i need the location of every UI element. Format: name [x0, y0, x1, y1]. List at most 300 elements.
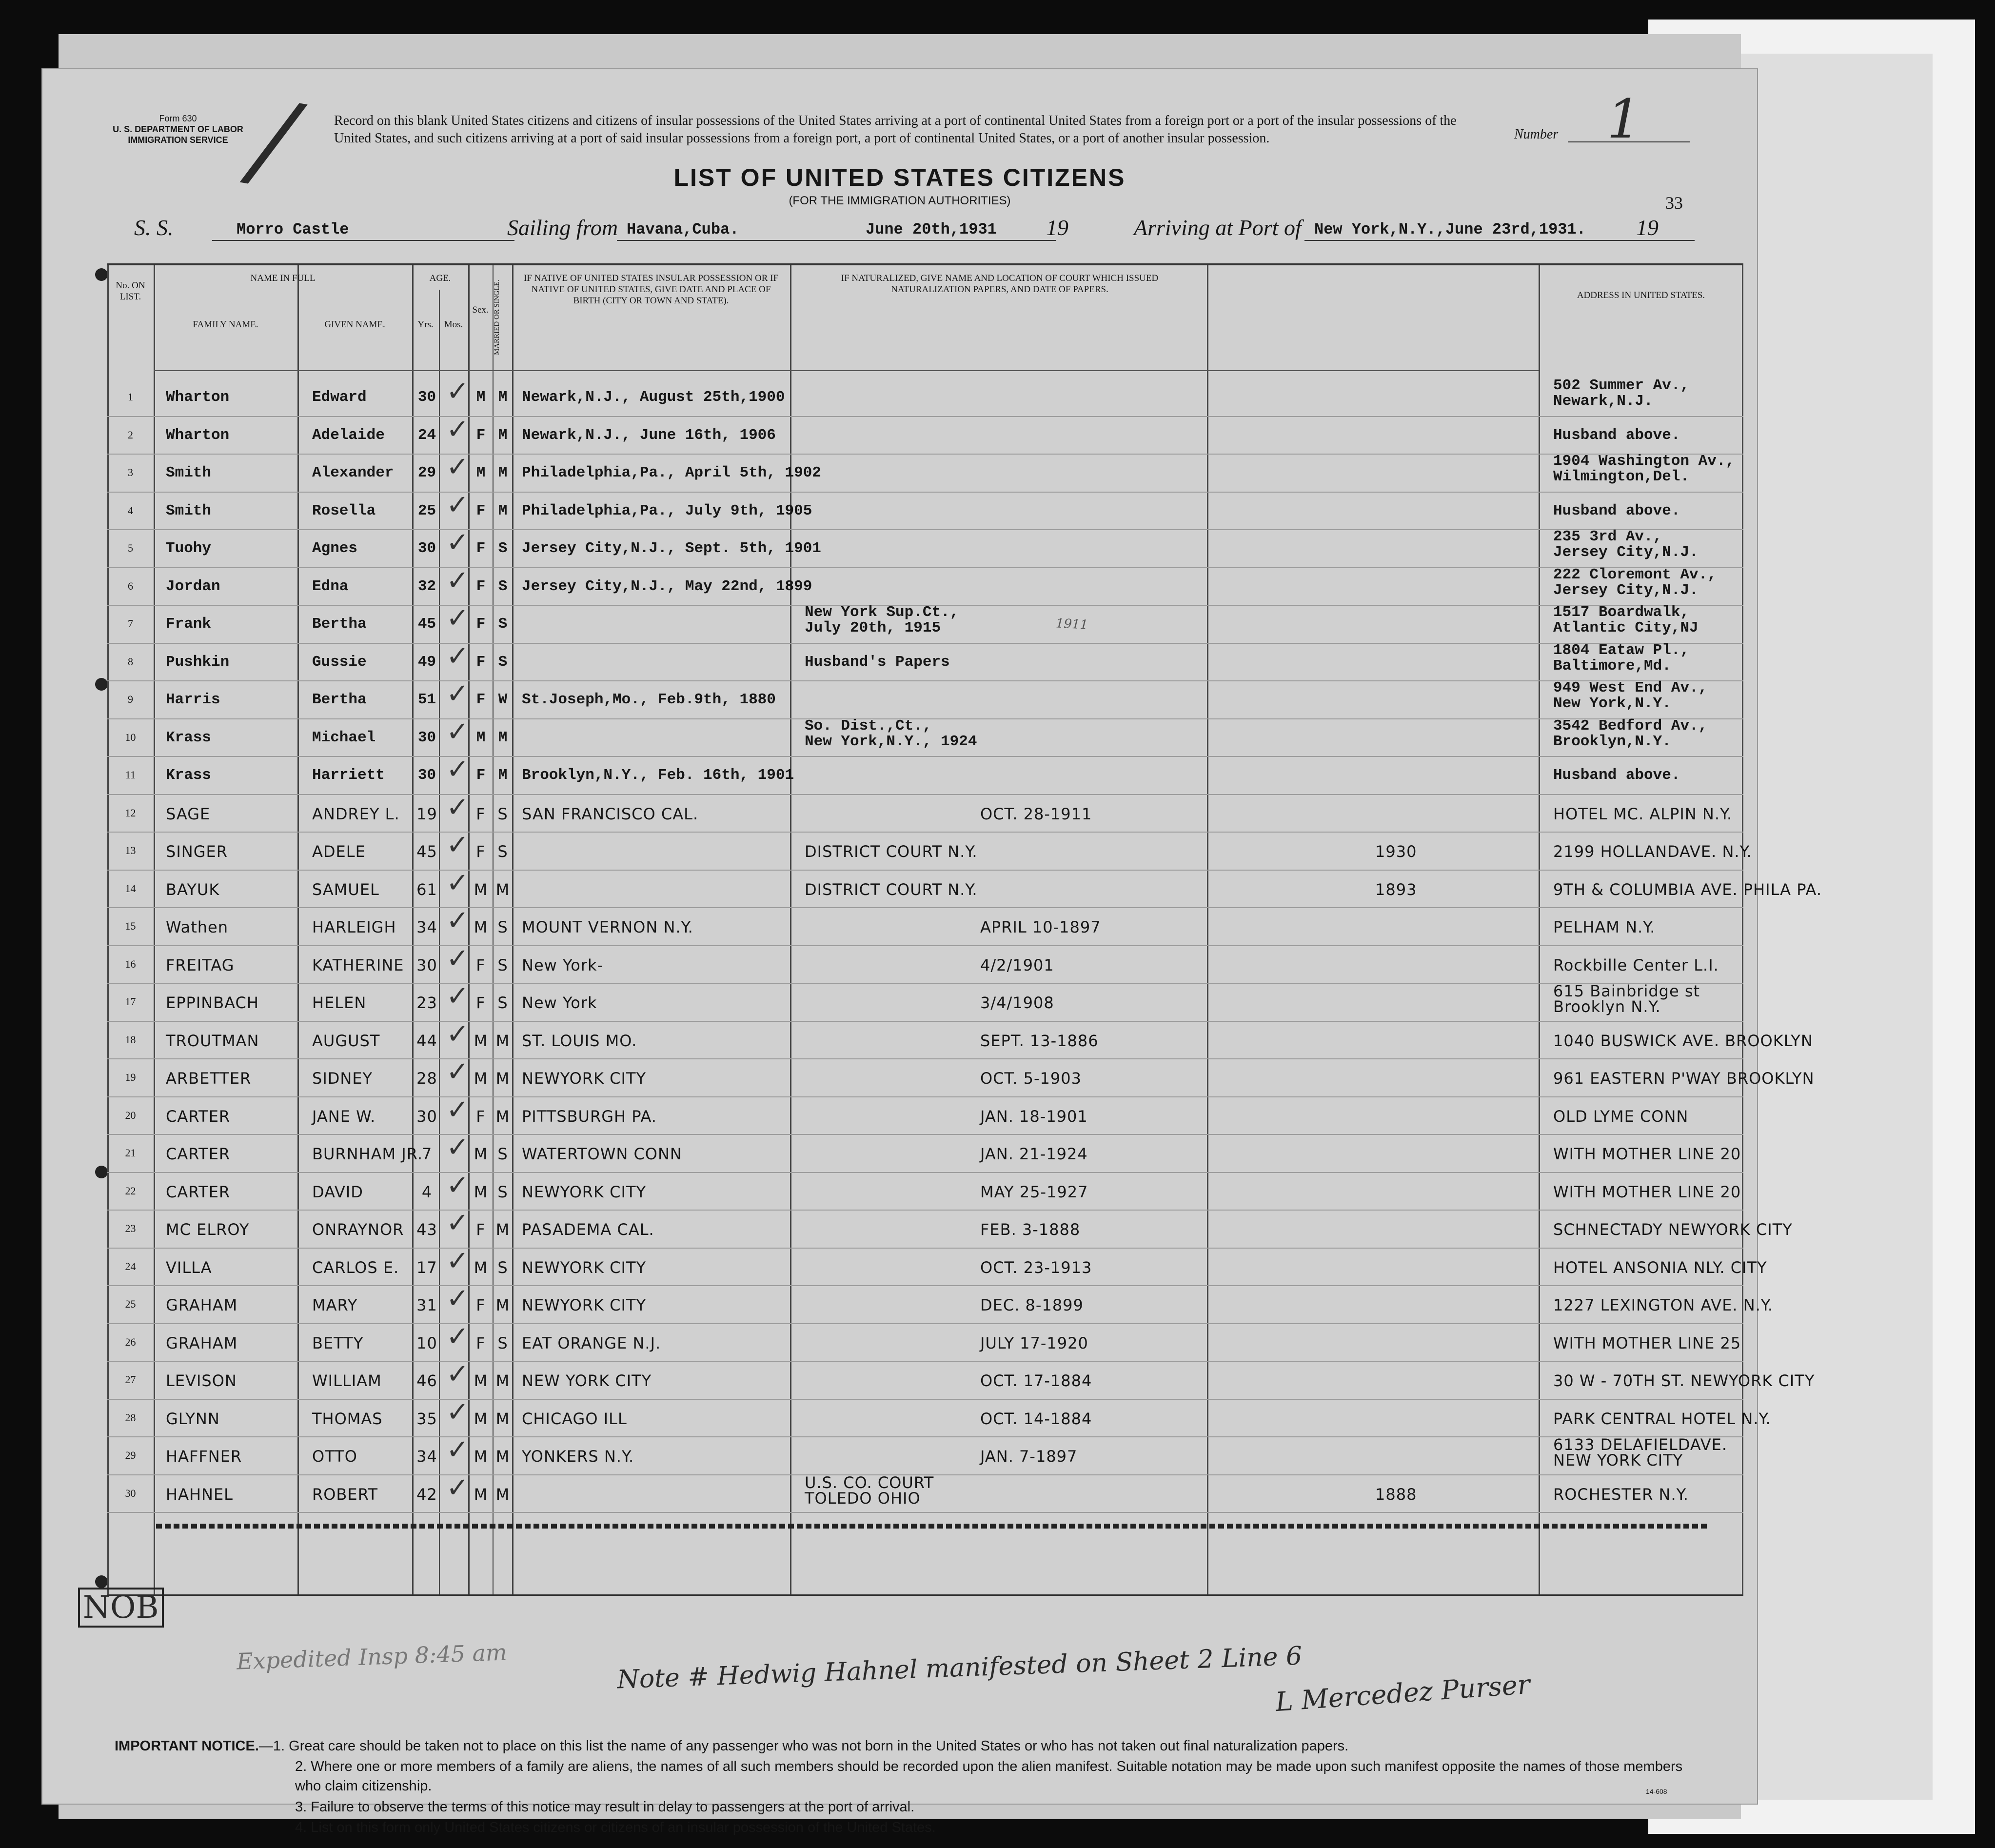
sex: F — [476, 1220, 486, 1239]
age-years: 7 — [421, 1145, 433, 1163]
marital-status: S — [497, 994, 508, 1012]
age-years: 30 — [417, 767, 436, 784]
row-rule — [107, 870, 1743, 871]
address-line-1: HOTEL MC. ALPIN N.Y. — [1553, 804, 1733, 823]
row-number: 28 — [125, 1411, 136, 1424]
given-name: JANE W. — [312, 1107, 376, 1126]
row-number: 25 — [125, 1298, 136, 1310]
notice-line-1: IMPORTANT NOTICE.—1. Great care should be taken not to place on this list the name of any passenger who was not born in the United States or who has not taken out final naturalization papers. — [115, 1738, 1349, 1754]
age-years: 43 — [416, 1220, 437, 1239]
address-line-1: WITH MOTHER LINE 25 — [1553, 1333, 1741, 1352]
table-row — [107, 829, 1752, 872]
marital-status: M — [495, 1220, 510, 1239]
row-number: 1 — [128, 391, 133, 403]
punch-hole — [95, 678, 108, 691]
naturalization-detail: TOLEDO OHIO — [805, 1489, 921, 1508]
address-line-1: SCHNECTADY NEWYORK CITY — [1553, 1220, 1793, 1239]
naturalization-detail: New York,N.Y., 1924 — [805, 733, 977, 750]
sex: M — [474, 1409, 488, 1428]
family-name: MC ELROY — [166, 1220, 250, 1239]
row-rule — [107, 416, 1743, 417]
col-family-name: FAMILY NAME. — [193, 319, 258, 330]
table-row — [107, 715, 1743, 758]
given-name: Harriett — [312, 767, 385, 784]
address-line-1: Rockbille Center L.I. — [1553, 955, 1719, 974]
birth-place: Newark,N.J., August 25th,1900 — [522, 389, 785, 406]
sex: F — [476, 804, 486, 823]
arriving-port: New York,N.Y.,June 23rd,1931. — [1314, 220, 1586, 238]
row-number: 12 — [125, 806, 136, 819]
check-mark-icon: ✓ — [446, 791, 469, 822]
age-years: 28 — [416, 1069, 437, 1088]
row-number: 13 — [125, 844, 136, 856]
sex: F — [476, 691, 486, 708]
given-name: Edward — [312, 389, 367, 406]
birth-date: OCT. 5-1903 — [980, 1069, 1082, 1088]
address-line-1: 949 West End Av., — [1553, 679, 1708, 696]
age-years: 24 — [417, 426, 436, 444]
table-row — [107, 678, 1743, 720]
age-years: 30 — [417, 389, 436, 406]
marital-status: S — [498, 577, 508, 595]
birth-place: PASADEMA CAL. — [522, 1220, 654, 1239]
address-line-1: 1040 BUSWICK AVE. BROOKLYN — [1553, 1031, 1813, 1050]
given-name: ONRAYNOR — [312, 1220, 404, 1239]
address-line-1: 1904 Washington Av., — [1553, 453, 1735, 470]
birth-place: NEWYORK CITY — [522, 1069, 647, 1088]
check-mark-icon: ✓ — [446, 942, 469, 974]
row-rule — [107, 794, 1743, 795]
marital-status: S — [497, 1333, 508, 1352]
nob-mark: NOB — [78, 1588, 164, 1628]
table-row — [107, 1169, 1743, 1212]
given-name: ADELE — [312, 842, 366, 861]
birth-place: Philadelphia,Pa., April 5th, 1902 — [522, 464, 821, 481]
row-rule — [107, 1096, 1743, 1097]
family-name: GLYNN — [166, 1409, 220, 1428]
birth-place: Newark,N.J., June 16th, 1906 — [522, 426, 776, 444]
row-rule — [107, 1058, 1743, 1059]
corner-mark: / — [245, 76, 303, 205]
birth-place: NEW YORK CITY — [522, 1371, 652, 1390]
marital-status: M — [495, 1447, 510, 1466]
sex: M — [476, 389, 486, 406]
row-number: 5 — [128, 542, 133, 554]
table-row — [107, 489, 1743, 532]
marital-status: M — [498, 767, 508, 784]
row-number: 20 — [125, 1109, 136, 1121]
sex: M — [476, 464, 486, 481]
check-mark-icon: ✓ — [446, 980, 469, 1011]
handwritten-note: Note # Hedwig Hahnel manifested on Sheet 2 Line 6 — [616, 1641, 1303, 1695]
sex: F — [476, 842, 486, 861]
sex: M — [474, 1031, 488, 1050]
row-number: 14 — [125, 882, 136, 894]
birth-place: Jersey City,N.J., Sept. 5th, 1901 — [522, 540, 821, 557]
row-number: 24 — [125, 1260, 136, 1272]
marital-status: S — [497, 955, 508, 974]
family-name: Wathen — [166, 918, 228, 936]
punch-hole — [95, 268, 108, 281]
age-years: 10 — [416, 1333, 437, 1352]
family-name: BAYUK — [166, 880, 220, 899]
left-note: Expedited Insp 8:45 am — [236, 1639, 508, 1675]
given-name: Alexander — [312, 464, 394, 481]
table-row — [107, 867, 1822, 910]
table-row — [107, 905, 1743, 947]
sex: F — [476, 767, 486, 784]
family-name: HAFFNER — [166, 1447, 242, 1466]
family-name: GRAHAM — [166, 1333, 238, 1352]
address-line-1: 1517 Boardwalk, — [1553, 604, 1690, 621]
family-name: LEVISON — [166, 1371, 237, 1390]
table-row — [107, 1132, 1743, 1174]
age-years: 30 — [417, 729, 436, 746]
col-no: No. ON LIST. — [116, 280, 145, 302]
address-line-1: PARK CENTRAL HOTEL N.Y. — [1553, 1409, 1771, 1428]
given-name: BETTY — [312, 1333, 364, 1352]
year-label-2: 19 — [1636, 215, 1659, 240]
age-years: 17 — [416, 1258, 437, 1277]
marital-status: M — [495, 1296, 510, 1314]
given-name: AUGUST — [312, 1031, 380, 1050]
check-mark-icon: ✓ — [446, 867, 469, 898]
naturalization-court: So. Dist.,Ct., — [805, 717, 932, 735]
marital-status: S — [497, 1258, 508, 1277]
family-name: Wharton — [166, 389, 230, 406]
address-line-1: 3542 Bedford Av., — [1553, 717, 1708, 735]
table-row — [107, 413, 1743, 456]
check-mark-icon: ✓ — [446, 489, 469, 520]
address-line-1: Husband above. — [1553, 426, 1680, 444]
age-years: 34 — [416, 918, 437, 936]
naturalization-detail: Husband's Papers — [805, 653, 950, 671]
address-line-2: Jersey City,N.J. — [1553, 581, 1699, 599]
family-name: VILLA — [166, 1258, 212, 1277]
birth-place: New York — [522, 994, 597, 1012]
family-name: TROUTMAN — [166, 1031, 259, 1050]
family-name: FREITAG — [166, 955, 235, 974]
check-mark-icon: ✓ — [446, 1018, 469, 1049]
ss-label: S. S. — [134, 215, 174, 240]
row-rule — [107, 643, 1743, 644]
birth-place: WATERTOWN CONN — [522, 1145, 682, 1163]
age-years: 30 — [416, 1107, 437, 1126]
given-name: Edna — [312, 577, 349, 595]
row-rule — [107, 1399, 1743, 1400]
naturalization-court: New York Sup.Ct., — [805, 604, 959, 621]
row-rule — [107, 1361, 1743, 1362]
age-years: 44 — [416, 1031, 437, 1050]
check-mark-icon: ✓ — [446, 1093, 469, 1125]
check-mark-icon: ✓ — [446, 1434, 469, 1465]
row-number: 11 — [125, 769, 136, 781]
number-value: 1 — [1607, 88, 1641, 150]
given-name: WILLIAM — [312, 1371, 382, 1390]
birth-date: OCT. 17-1884 — [980, 1371, 1092, 1390]
sex: F — [476, 994, 486, 1012]
address-line-1: 1227 LEXINGTON AVE. N.Y. — [1553, 1296, 1774, 1314]
row-rule — [107, 1285, 1743, 1286]
table-row — [107, 1283, 1774, 1325]
form-code: 14-608 — [1646, 1788, 1667, 1795]
birth-date: OCT. 28-1911 — [980, 804, 1092, 823]
check-mark-icon: ✓ — [446, 754, 469, 784]
statement-text: Record on this blank United States citizens and citizens of insular possessions of the United States arriving at a port of continental United States from a foreign port or a port of the insular possessions of the United States, and such citizens arriving at a port of said insular possessions from a foreign port, a port of continental United States, or a port of another insular possession. — [334, 113, 1457, 146]
marital-status: M — [495, 1031, 510, 1050]
sex: M — [474, 1182, 488, 1201]
address-line-1: PELHAM N.Y. — [1553, 918, 1656, 936]
row-number: 22 — [125, 1184, 136, 1197]
naturalization-court: DISTRICT COURT N.Y. — [805, 842, 978, 861]
table-row — [107, 980, 1743, 1023]
address-line-2: Brooklyn N.Y. — [1553, 997, 1661, 1016]
birth-date: 4/2/1901 — [980, 955, 1054, 974]
sex: M — [474, 918, 488, 936]
table-row — [107, 1434, 1743, 1476]
family-name: Smith — [166, 464, 212, 481]
table-row — [107, 1056, 1815, 1098]
department: U. S. DEPARTMENT OF LABOR — [113, 124, 243, 134]
row-rule — [107, 945, 1743, 946]
table-row — [107, 640, 1743, 683]
col-mos: Mos. — [444, 319, 463, 330]
row-number: 15 — [125, 920, 136, 932]
family-name: Krass — [166, 729, 212, 746]
naturalization-year: 1893 — [1375, 880, 1417, 899]
given-name: Agnes — [312, 540, 358, 557]
table-row — [107, 451, 1743, 494]
marital-status: S — [497, 918, 508, 936]
ship-underline — [212, 240, 514, 241]
punch-hole — [95, 1575, 108, 1588]
address-line-1: 222 Cloremont Av., — [1553, 566, 1717, 583]
row-number: 4 — [128, 504, 133, 517]
check-mark-icon: ✓ — [446, 451, 469, 482]
check-mark-icon: ✓ — [446, 1358, 469, 1389]
sex: M — [476, 729, 486, 746]
table-row — [107, 1471, 1743, 1514]
row-number: 19 — [125, 1071, 136, 1083]
age-years: 35 — [416, 1409, 437, 1428]
age-years: 34 — [416, 1447, 437, 1466]
row-rule — [107, 454, 1743, 455]
sex: F — [476, 1107, 486, 1126]
address-line-2: New York,N.Y. — [1553, 695, 1671, 712]
row-number: 3 — [128, 466, 133, 478]
family-name: Tuohy — [166, 540, 212, 557]
marital-status: M — [495, 1069, 510, 1088]
sex: F — [476, 426, 486, 444]
table-row — [107, 1093, 1743, 1136]
sex: M — [474, 880, 488, 899]
col-name-in-full: NAME IN FULL — [250, 273, 316, 283]
row-rule — [107, 492, 1743, 493]
row-rule — [107, 1172, 1743, 1173]
table-row — [107, 1018, 1813, 1061]
age-years: 4 — [421, 1182, 433, 1201]
sex: F — [476, 1333, 486, 1352]
family-name: SAGE — [166, 804, 211, 823]
sailing-date: June 20th,1931 — [866, 220, 997, 238]
naturalization-year: 1888 — [1375, 1485, 1417, 1504]
marital-status: W — [498, 691, 508, 708]
age-years: 19 — [416, 804, 437, 823]
table-row — [107, 942, 1743, 985]
birth-date: JULY 17-1920 — [980, 1333, 1088, 1352]
given-name: ROBERT — [312, 1485, 378, 1504]
address-line-1: 502 Summer Av., — [1553, 377, 1690, 394]
given-name: MARY — [312, 1296, 358, 1314]
address-line-1: 9TH & COLUMBIA AVE. PHILA PA. — [1553, 880, 1822, 899]
row-rule — [107, 1134, 1743, 1135]
birth-place: NEWYORK CITY — [522, 1182, 647, 1201]
row-number: 8 — [128, 655, 133, 668]
marital-status: S — [497, 1145, 508, 1163]
check-mark-icon: ✓ — [446, 376, 469, 406]
page-number: 33 — [1665, 193, 1683, 213]
given-name: KATHERINE — [312, 955, 404, 974]
sex: F — [476, 577, 486, 595]
address-line-1: ROCHESTER N.Y. — [1553, 1485, 1689, 1504]
age-years: 29 — [417, 464, 436, 481]
sex: F — [476, 616, 486, 633]
check-mark-icon: ✓ — [446, 602, 469, 633]
check-mark-icon: ✓ — [446, 1245, 469, 1276]
family-name: Smith — [166, 502, 212, 519]
marital-status: M — [498, 729, 508, 746]
sailing-from: Havana,Cuba. — [627, 220, 739, 238]
sex: M — [474, 1258, 488, 1277]
birth-place: PITTSBURGH PA. — [522, 1107, 657, 1126]
birth-place: NEWYORK CITY — [522, 1258, 647, 1277]
row-number: 21 — [125, 1147, 136, 1159]
notice-item-4: 4. List on this form only United States citizens or citizens of an insular possession of the United States. — [295, 1820, 936, 1835]
age-years: 46 — [416, 1371, 437, 1390]
notice-item-1: 1. Great care should be taken not to place on this list the name of any passenger who was not born in the United States or who has not taken out final naturalization papers. — [273, 1738, 1349, 1754]
number-label: Number — [1514, 127, 1559, 142]
col-address: ADDRESS IN UNITED STATES. — [1577, 290, 1705, 300]
address-line-1: Husband above. — [1553, 767, 1680, 784]
row-number: 29 — [125, 1449, 136, 1461]
family-name: HAHNEL — [166, 1485, 233, 1504]
form-number: Form 630 — [159, 114, 197, 123]
notice-item-2: 2. Where one or more members of a family are aliens, the names of all such members should be recorded upon the alien manifest. Suitable notation may be made upon such manifest opposite the names of those members who claim citizenship. — [295, 1759, 1683, 1794]
age-years: 45 — [416, 842, 437, 861]
check-mark-icon: ✓ — [446, 1207, 469, 1238]
address-line-2: Atlantic City,NJ — [1553, 619, 1699, 636]
address-line-2: Jersey City,N.J. — [1553, 544, 1699, 561]
check-mark-icon: ✓ — [446, 1283, 469, 1313]
birth-place: Brooklyn,N.Y., Feb. 16th, 1901 — [522, 767, 794, 784]
naturalization-court: U.S. CO. COURT — [805, 1473, 934, 1492]
given-name: SAMUEL — [312, 880, 379, 899]
row-number: 7 — [128, 617, 133, 630]
sex: M — [474, 1447, 488, 1466]
row-number: 30 — [125, 1487, 136, 1499]
age-years: 23 — [416, 994, 437, 1012]
given-name: Michael — [312, 729, 376, 746]
given-name: BURNHAM JR. — [312, 1145, 423, 1163]
sailing-label: Sailing from — [507, 215, 618, 240]
birth-date: 3/4/1908 — [980, 994, 1054, 1012]
family-name: Krass — [166, 767, 212, 784]
age-years: 51 — [417, 691, 436, 708]
table-row — [107, 564, 1743, 607]
address-line-2: Brooklyn,N.Y. — [1553, 733, 1671, 750]
birth-place: MOUNT VERNON N.Y. — [522, 918, 693, 936]
row-rule — [107, 1210, 1743, 1211]
row-rule — [107, 567, 1743, 568]
address-line-1: OLD LYME CONN — [1553, 1107, 1689, 1126]
table-row — [107, 602, 1743, 645]
check-mark-icon: ✓ — [446, 1169, 469, 1200]
family-name: Frank — [166, 616, 212, 633]
address-line-2: Newark,N.J. — [1553, 393, 1653, 410]
marital-status: M — [495, 1485, 510, 1504]
birth-place: New York- — [522, 955, 604, 974]
address-line-2: Wilmington,Del. — [1553, 468, 1690, 485]
age-years: 30 — [416, 955, 437, 974]
birth-date: MAY 25-1927 — [980, 1182, 1088, 1201]
col-birth: IF NATIVE OF UNITED STATES INSULAR POSSESSION OR IF NATIVE OF UNITED STATES, GIVE DATE AND PLACE OF BIRTH (CITY OR TOWN AND STATE). — [523, 273, 779, 306]
address-line-1: HOTEL ANSONIA NLY. CITY — [1553, 1258, 1767, 1277]
col-age: AGE. — [429, 273, 451, 283]
row-number: 17 — [125, 995, 136, 1008]
birth-place: Jersey City,N.J., May 22nd, 1899 — [522, 577, 812, 595]
address-line-2: NEW YORK CITY — [1553, 1451, 1683, 1470]
address-line-1: 961 EASTERN P'WAY BROOKLYN — [1553, 1069, 1815, 1088]
notice-heading: IMPORTANT NOTICE. — [115, 1738, 259, 1754]
row-rule — [107, 529, 1743, 530]
marital-status: M — [498, 502, 508, 519]
given-name: Bertha — [312, 691, 367, 708]
row-rule — [107, 756, 1743, 757]
given-name: OTTO — [312, 1447, 357, 1466]
address-line-1: 2199 HOLLANDAVE. N.Y. — [1553, 842, 1752, 861]
check-mark-icon: ✓ — [446, 527, 469, 557]
birth-date: JAN. 18-1901 — [980, 1107, 1088, 1126]
birth-date: JAN. 21-1924 — [980, 1145, 1088, 1163]
check-mark-icon: ✓ — [446, 829, 469, 860]
purser-signature: L Mercedez Purser — [1274, 1669, 1531, 1718]
address-line-2: Baltimore,Md. — [1553, 657, 1671, 675]
family-name: Pushkin — [166, 653, 230, 671]
family-name: Jordan — [166, 577, 220, 595]
given-name: Rosella — [312, 502, 376, 519]
birth-place: YONKERS N.Y. — [522, 1447, 634, 1466]
check-mark-icon: ✓ — [446, 1132, 469, 1162]
birth-place: Philadelphia,Pa., July 9th, 1905 — [522, 502, 812, 519]
birth-place: SAN FRANCISCO CAL. — [522, 804, 699, 823]
ship-name: Morro Castle — [237, 220, 349, 238]
given-name: CARLOS E. — [312, 1258, 399, 1277]
birth-date: JAN. 7-1897 — [980, 1447, 1078, 1466]
row-rule — [107, 1248, 1743, 1249]
marital-status: M — [498, 426, 508, 444]
given-name: ANDREY L. — [312, 804, 400, 823]
row-rule — [107, 907, 1743, 908]
check-mark-icon: ✓ — [446, 678, 469, 709]
address-line-1: Husband above. — [1553, 502, 1680, 519]
marital-status: M — [495, 1107, 510, 1126]
birth-date: SEPT. 13-1886 — [980, 1031, 1099, 1050]
check-mark-icon: ✓ — [446, 564, 469, 596]
birth-place: St.Joseph,Mo., Feb.9th, 1880 — [522, 691, 776, 708]
sex: M — [474, 1069, 488, 1088]
family-name: ARBETTER — [166, 1069, 252, 1088]
table-row — [107, 527, 1743, 569]
